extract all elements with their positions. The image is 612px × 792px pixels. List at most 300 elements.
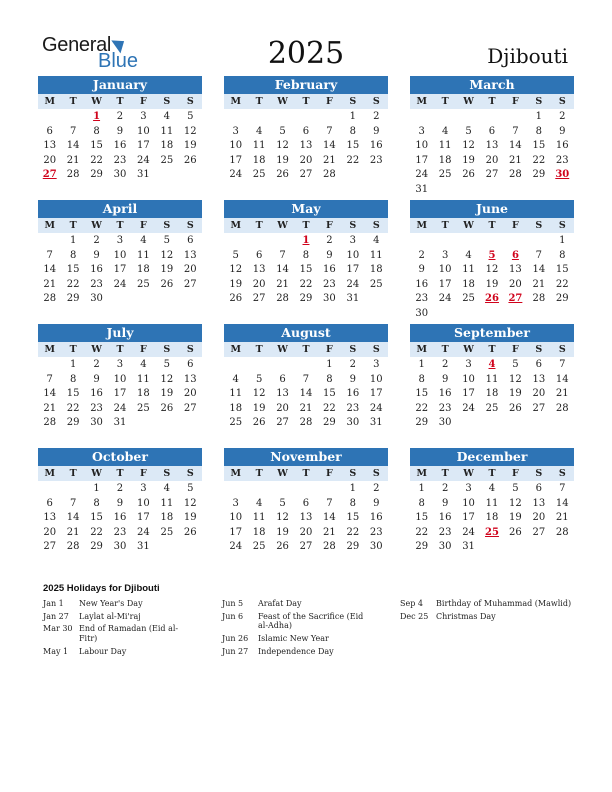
day-cell: 2 (418, 249, 425, 261)
weekday-label: T (441, 344, 449, 355)
day-cell: 7 (326, 125, 333, 137)
day-cell: 18 (462, 278, 475, 290)
day-cell: 13 (183, 249, 197, 261)
day-cell: 1 (69, 235, 77, 246)
day-cell: 17 (462, 388, 475, 400)
day-cell: 16 (555, 140, 569, 152)
day-cell: 23 (438, 402, 452, 414)
day-cell: 1 (418, 359, 425, 370)
day-cell: 8 (69, 249, 77, 261)
day-cell: 29 (323, 417, 336, 429)
day-cell: 15 (555, 264, 569, 276)
day-cell: 18 (485, 388, 499, 400)
day-cell: 19 (509, 512, 522, 524)
day-cell: 20 (43, 526, 57, 538)
weekday-label: S (186, 96, 194, 107)
day-cell: 7 (535, 249, 543, 261)
day-cell: 25 (252, 169, 266, 181)
empty-day (433, 234, 456, 249)
weekday-label: W (463, 468, 474, 479)
day-cell: 8 (69, 373, 77, 385)
day-cell: 28 (276, 293, 289, 305)
day-cell: 7 (46, 249, 53, 261)
weekday-label: F (326, 344, 333, 355)
day-cell: 18 (160, 512, 174, 524)
day-cell: 26 (160, 402, 174, 414)
day-cell: 15 (346, 140, 360, 152)
day-grid (410, 358, 574, 431)
day-cell: 3 (116, 235, 124, 246)
day-cell: 9 (373, 497, 380, 509)
day-cell: 8 (302, 249, 310, 261)
month-title: April (38, 200, 202, 218)
day-cell: 12 (183, 125, 197, 137)
day-cell: 23 (555, 154, 569, 166)
holiday-name: End of Ramadan (Eid al-Fitr) (79, 624, 179, 643)
day-cell: 26 (183, 526, 197, 538)
day-cell: 11 (485, 373, 499, 385)
day-cell: 19 (276, 526, 289, 538)
empty-day (247, 234, 270, 249)
day-cell: 21 (323, 154, 336, 166)
holiday-day: 27 (508, 293, 523, 305)
day-cell: 15 (90, 140, 103, 152)
holiday-entry (43, 612, 193, 622)
empty-day (224, 482, 247, 497)
day-cell: 17 (229, 526, 243, 538)
weekday-label: T (441, 220, 449, 231)
day-cell: 26 (276, 541, 289, 553)
month-november (224, 448, 388, 555)
month-october (38, 448, 202, 555)
day-cell: 8 (349, 497, 357, 509)
day-cell: 20 (276, 402, 289, 414)
day-cell: 15 (323, 388, 336, 400)
holiday-entry (222, 647, 372, 657)
day-cell: 7 (69, 497, 77, 509)
weekday-header (224, 466, 388, 481)
logo-word-general: General (42, 34, 112, 56)
day-cell: 18 (438, 154, 452, 166)
weekday-label: S (163, 468, 171, 479)
weekday-header (38, 466, 202, 481)
day-cell: 13 (276, 388, 289, 400)
weekday-label: T (116, 96, 124, 107)
empty-day (247, 110, 270, 125)
day-cell: 7 (326, 497, 333, 509)
day-cell: 13 (532, 373, 546, 385)
day-cell: 21 (555, 388, 569, 400)
day-cell: 14 (509, 140, 522, 152)
weekday-label: T (255, 344, 263, 355)
holiday-date: Jun 26 (222, 633, 249, 643)
day-cell: 14 (43, 388, 57, 400)
day-cell: 22 (299, 278, 313, 290)
weekday-label: S (535, 468, 543, 479)
day-cell: 4 (441, 125, 449, 137)
day-cell: 6 (535, 359, 543, 370)
weekday-label: W (91, 220, 102, 231)
day-cell: 26 (509, 402, 522, 414)
day-cell: 16 (438, 388, 452, 400)
day-cell: 16 (346, 388, 360, 400)
day-cell: 12 (252, 388, 266, 400)
weekday-label: F (140, 468, 147, 479)
day-cell: 11 (137, 373, 150, 385)
day-cell: 17 (415, 154, 429, 166)
weekday-label: W (463, 344, 474, 355)
day-cell: 17 (462, 512, 475, 524)
day-cell: 30 (369, 541, 383, 553)
weekday-label: F (512, 344, 519, 355)
weekday-label: S (558, 220, 566, 231)
weekday-label: T (488, 96, 496, 107)
day-cell: 9 (441, 497, 449, 509)
day-cell: 24 (415, 169, 429, 181)
weekday-label: T (302, 96, 310, 107)
day-cell: 15 (90, 512, 103, 524)
day-cell: 16 (369, 140, 383, 152)
day-cell: 1 (69, 359, 77, 370)
empty-day (224, 358, 247, 373)
day-cell: 24 (346, 278, 360, 290)
holiday-day: 27 (42, 169, 57, 181)
day-cell: 18 (160, 140, 174, 152)
empty-day (38, 234, 61, 249)
holiday-name: Independence Day (258, 646, 334, 656)
day-cell: 3 (465, 483, 472, 494)
day-cell: 20 (485, 154, 499, 166)
day-cell: 4 (140, 359, 147, 370)
day-cell: 28 (509, 169, 522, 181)
day-cell: 13 (252, 264, 266, 276)
day-cell: 21 (66, 526, 80, 538)
day-cell: 24 (113, 278, 127, 290)
day-cell: 27 (485, 169, 499, 181)
day-cell: 20 (509, 278, 522, 290)
weekday-label: M (44, 220, 55, 231)
day-cell: 8 (93, 497, 100, 509)
day-cell: 5 (512, 359, 519, 370)
day-cell: 28 (43, 293, 57, 305)
day-cell: 29 (415, 417, 429, 429)
day-cell: 29 (66, 417, 80, 429)
day-cell: 3 (465, 359, 472, 370)
day-cell: 25 (485, 402, 499, 414)
day-cell: 4 (232, 373, 239, 385)
weekday-header (410, 342, 574, 357)
weekday-label: M (44, 344, 55, 355)
day-cell: 4 (488, 483, 496, 494)
day-cell: 21 (66, 154, 80, 166)
day-cell: 27 (276, 417, 289, 429)
empty-day (457, 110, 480, 125)
empty-day (294, 110, 317, 125)
day-cell: 19 (160, 388, 174, 400)
country-name: Djibouti (487, 44, 568, 68)
day-cell: 28 (299, 417, 313, 429)
weekday-label: T (69, 96, 77, 107)
day-cell: 2 (559, 111, 566, 122)
day-cell: 6 (255, 249, 263, 261)
day-cell: 11 (369, 249, 383, 261)
day-cell: 11 (252, 140, 266, 152)
weekday-label: S (372, 344, 380, 355)
day-cell: 10 (113, 373, 127, 385)
day-cell: 12 (509, 373, 522, 385)
day-cell: 26 (183, 154, 197, 166)
day-cell: 30 (90, 293, 103, 305)
day-cell: 22 (532, 154, 546, 166)
day-cell: 12 (160, 249, 174, 261)
day-cell: 13 (43, 512, 57, 524)
day-cell: 31 (137, 169, 150, 181)
month-title: September (410, 324, 574, 342)
day-cell: 30 (415, 307, 429, 319)
day-cell: 15 (532, 140, 546, 152)
holiday-day: 26 (485, 293, 499, 305)
day-cell: 15 (346, 512, 360, 524)
day-cell: 6 (187, 235, 194, 246)
holiday-entry (43, 599, 193, 609)
day-cell: 2 (349, 359, 357, 370)
month-title: August (224, 324, 388, 342)
day-cell: 24 (369, 402, 383, 414)
day-cell: 17 (346, 264, 360, 276)
day-cell: 11 (462, 264, 475, 276)
day-cell: 14 (555, 373, 569, 385)
day-cell: 17 (137, 140, 150, 152)
day-cell: 25 (438, 169, 452, 181)
holiday-column (222, 599, 372, 659)
day-cell: 26 (276, 169, 289, 181)
holiday-date: May 1 (43, 646, 69, 656)
day-cell: 28 (555, 402, 569, 414)
day-cell: 1 (418, 483, 425, 494)
holiday-entry (43, 647, 193, 657)
day-cell: 9 (441, 373, 449, 385)
day-cell: 23 (90, 402, 103, 414)
weekday-header (38, 342, 202, 357)
day-cell: 2 (441, 359, 449, 370)
day-cell: 10 (229, 140, 243, 152)
day-cell: 18 (252, 526, 266, 538)
month-february (224, 76, 388, 183)
day-cell: 22 (90, 526, 103, 538)
day-cell: 29 (66, 293, 80, 305)
day-cell: 27 (299, 541, 313, 553)
weekday-label: W (91, 96, 102, 107)
weekday-label: F (326, 468, 333, 479)
day-cell: 28 (323, 541, 336, 553)
month-title: October (38, 448, 202, 466)
weekday-label: S (372, 220, 380, 231)
day-cell: 4 (163, 111, 171, 122)
day-cell: 23 (415, 293, 429, 305)
empty-day (527, 234, 550, 249)
weekday-label: M (230, 96, 241, 107)
day-grid (38, 234, 202, 307)
day-cell: 17 (113, 264, 127, 276)
day-cell: 18 (137, 388, 150, 400)
day-cell: 28 (43, 417, 57, 429)
day-cell: 26 (462, 169, 475, 181)
day-cell: 1 (93, 483, 100, 494)
day-cell: 18 (252, 154, 266, 166)
holiday-date: Jan 1 (43, 599, 64, 608)
day-cell: 28 (66, 169, 80, 181)
day-cell: 31 (137, 541, 150, 553)
holiday-day: 6 (511, 249, 519, 261)
month-title: December (410, 448, 574, 466)
empty-day (224, 234, 247, 249)
empty-day (294, 482, 317, 497)
day-cell: 30 (113, 541, 127, 553)
day-cell: 30 (346, 417, 360, 429)
weekday-label: W (463, 96, 474, 107)
weekday-label: S (163, 220, 171, 231)
day-cell: 25 (462, 293, 475, 305)
day-cell: 16 (369, 512, 383, 524)
logo-word-blue: Blue (98, 50, 139, 72)
day-cell: 9 (559, 125, 566, 137)
day-cell: 23 (113, 154, 127, 166)
weekday-label: S (163, 344, 171, 355)
day-cell: 16 (438, 512, 452, 524)
day-cell: 4 (373, 235, 380, 246)
weekday-label: M (230, 220, 241, 231)
weekday-label: T (116, 220, 124, 231)
day-cell: 9 (349, 373, 357, 385)
day-cell: 23 (369, 526, 383, 538)
weekday-label: T (441, 468, 449, 479)
day-cell: 10 (415, 140, 429, 152)
day-cell: 29 (532, 169, 546, 181)
day-cell: 19 (229, 278, 243, 290)
day-cell: 9 (326, 249, 333, 261)
holiday-entry (222, 634, 372, 644)
holiday-day: 1 (302, 235, 310, 246)
empty-day (38, 358, 61, 373)
day-cell: 8 (349, 125, 357, 137)
weekday-label: S (186, 220, 194, 231)
day-cell: 17 (438, 278, 452, 290)
day-grid (38, 482, 202, 555)
day-cell: 16 (113, 140, 127, 152)
day-cell: 27 (532, 526, 546, 538)
holiday-name: Islamic New Year (258, 633, 329, 643)
day-cell: 26 (509, 526, 522, 538)
weekday-header (224, 342, 388, 357)
day-cell: 5 (163, 235, 171, 246)
weekday-label: S (186, 468, 194, 479)
day-cell: 20 (43, 154, 57, 166)
holiday-day: 4 (488, 359, 496, 370)
empty-day (247, 358, 270, 373)
day-grid (410, 110, 574, 198)
day-cell: 1 (535, 111, 543, 122)
empty-day (271, 482, 294, 497)
day-cell: 15 (299, 264, 313, 276)
day-cell: 5 (187, 483, 194, 494)
month-june (410, 200, 574, 322)
day-cell: 10 (113, 249, 127, 261)
day-cell: 9 (93, 249, 100, 261)
empty-day (61, 482, 84, 497)
holiday-day: 25 (485, 526, 499, 538)
day-cell: 29 (90, 541, 103, 553)
empty-day (224, 110, 247, 125)
day-cell: 6 (535, 483, 543, 494)
day-cell: 29 (415, 541, 429, 553)
day-cell: 19 (462, 154, 475, 166)
weekday-label: W (277, 96, 288, 107)
weekday-header (38, 94, 202, 109)
day-cell: 1 (326, 359, 333, 370)
day-cell: 6 (279, 373, 286, 385)
day-cell: 21 (532, 278, 546, 290)
empty-day (271, 358, 294, 373)
day-cell: 23 (90, 278, 103, 290)
holiday-name: Arafat Day (258, 599, 302, 608)
day-cell: 5 (163, 359, 171, 370)
day-cell: 21 (323, 526, 336, 538)
month-title: November (224, 448, 388, 466)
day-cell: 5 (232, 249, 239, 261)
day-cell: 7 (559, 359, 566, 370)
day-cell: 5 (279, 497, 286, 509)
day-cell: 1 (349, 483, 357, 494)
day-cell: 5 (279, 125, 286, 137)
empty-day (271, 110, 294, 125)
day-cell: 20 (299, 526, 313, 538)
day-cell: 16 (323, 264, 336, 276)
weekday-label: T (69, 344, 77, 355)
day-cell: 20 (252, 278, 266, 290)
day-cell: 6 (488, 125, 496, 137)
holiday-date: Jun 27 (222, 646, 249, 656)
day-cell: 10 (462, 497, 475, 509)
weekday-header (410, 94, 574, 109)
empty-day (433, 110, 456, 125)
month-title: July (38, 324, 202, 342)
day-cell: 30 (113, 169, 127, 181)
month-march (410, 76, 574, 198)
weekday-label: S (372, 468, 380, 479)
day-cell: 10 (462, 373, 475, 385)
day-cell: 25 (369, 278, 383, 290)
day-cell: 10 (346, 249, 360, 261)
day-cell: 13 (299, 512, 313, 524)
day-cell: 22 (346, 526, 360, 538)
day-cell: 24 (462, 526, 475, 538)
day-cell: 3 (232, 125, 239, 137)
day-cell: 8 (535, 125, 543, 137)
day-cell: 14 (299, 388, 313, 400)
day-cell: 20 (532, 388, 546, 400)
day-cell: 28 (323, 169, 336, 181)
empty-day (318, 110, 341, 125)
weekday-label: T (488, 220, 496, 231)
empty-day (61, 110, 84, 125)
month-title: June (410, 200, 574, 218)
day-cell: 24 (137, 154, 150, 166)
day-cell: 9 (373, 125, 380, 137)
day-cell: 11 (252, 512, 266, 524)
holiday-column (400, 599, 575, 624)
weekday-label: S (349, 344, 357, 355)
weekday-label: S (558, 96, 566, 107)
